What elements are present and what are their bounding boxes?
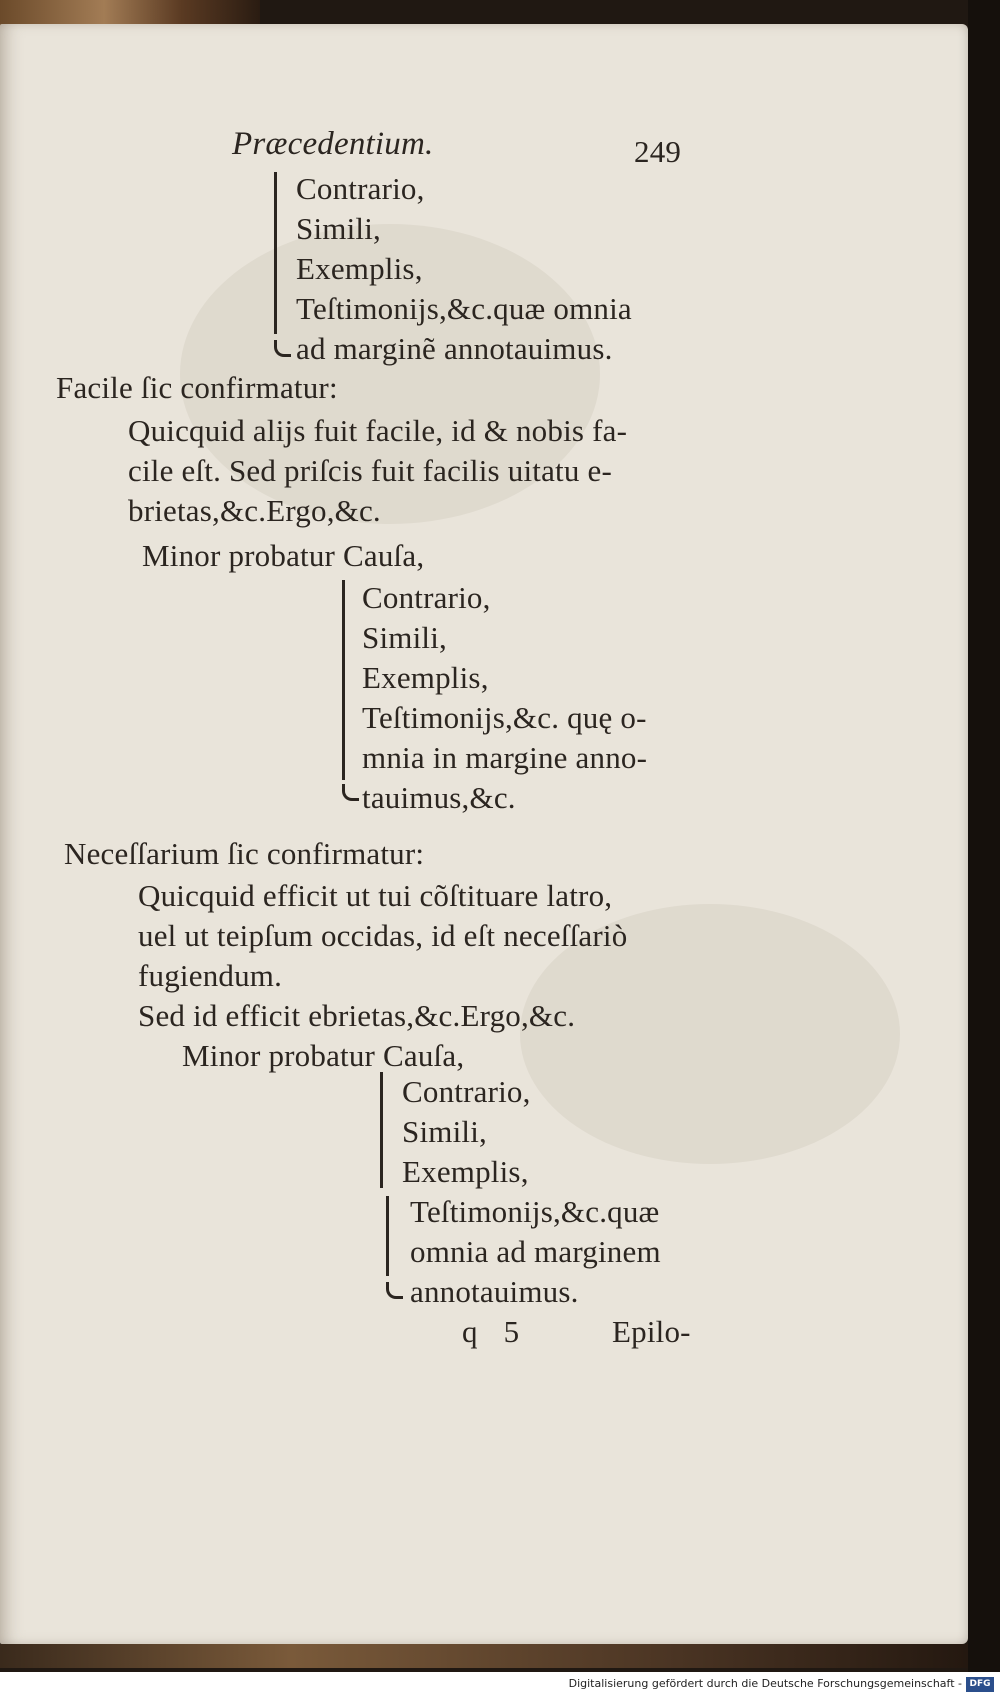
- list-item: Teſtimonijs,&c. quę o-: [362, 700, 647, 735]
- list-item: omnia ad marginem: [410, 1234, 661, 1269]
- brace-line: [274, 172, 277, 334]
- section-heading: Neceſſarium ſic confirmatur:: [64, 836, 425, 871]
- list-item: Contrario,: [296, 171, 425, 206]
- minor-premise: Minor probatur Cauſa,: [142, 538, 425, 573]
- catchword: Epilo-: [612, 1314, 691, 1349]
- list-item: Contrario,: [402, 1074, 531, 1109]
- signature-mark: q 5: [462, 1314, 520, 1349]
- text-line: fugiendum.: [138, 958, 283, 993]
- brace-line: [380, 1072, 383, 1188]
- list-item: tauimus,&c.: [362, 780, 516, 815]
- list-item: mnia in margine anno-: [362, 740, 648, 775]
- list-item: Exemplis,: [296, 251, 423, 286]
- section-heading: Facile ſic confirmatur:: [56, 370, 338, 405]
- brace-line: [386, 1196, 389, 1276]
- brace-end: [386, 1282, 403, 1299]
- list-item: Simili,: [362, 620, 447, 655]
- text-line: cile eſt. Sed priſcis fuit facilis uitatu e-: [128, 453, 612, 488]
- brace-end: [342, 784, 359, 801]
- book-right-edge: [968, 0, 1000, 1698]
- text-line: brietas,&c.Ergo,&c.: [128, 493, 381, 528]
- digitization-footer: [0, 1672, 1000, 1698]
- list-item: Exemplis,: [402, 1154, 529, 1189]
- minor-premise: Minor probatur Cauſa,: [182, 1038, 465, 1073]
- text-line: Quicquid efficit ut tui cõſtituare latro,: [138, 878, 613, 913]
- page-leaf: [0, 24, 968, 1644]
- list-item: Simili,: [402, 1114, 487, 1149]
- brace-end: [274, 340, 291, 357]
- book-top-edge: [0, 0, 260, 26]
- text-line: uel ut teipſum occidas, id eſt neceſſariò: [138, 918, 628, 953]
- list-item: Contrario,: [362, 580, 491, 615]
- list-item: ad marginẽ annotauimus.: [296, 331, 613, 366]
- dfg-logo: DFG: [966, 1677, 994, 1692]
- list-item: Teſtimonijs,&c.quæ omnia: [296, 291, 632, 326]
- text-line: Sed id efficit ebrietas,&c.Ergo,&c.: [138, 998, 576, 1033]
- list-item: annotauimus.: [410, 1274, 579, 1309]
- list-item: Teſtimonijs,&c.quæ: [410, 1194, 660, 1229]
- brace-line: [342, 580, 345, 780]
- list-item: Exemplis,: [362, 660, 489, 695]
- footer-credit: Digitalisierung gefördert durch die Deutsche Forschungsgemeinschaft -: [568, 1677, 962, 1690]
- text-line: Quicquid alijs fuit facile, id & nobis fa-: [128, 413, 628, 448]
- book-bottom-edge: [0, 1644, 968, 1668]
- list-item: Simili,: [296, 211, 381, 246]
- running-head: Præcedentium.: [232, 126, 434, 162]
- page-number: 249: [634, 134, 682, 169]
